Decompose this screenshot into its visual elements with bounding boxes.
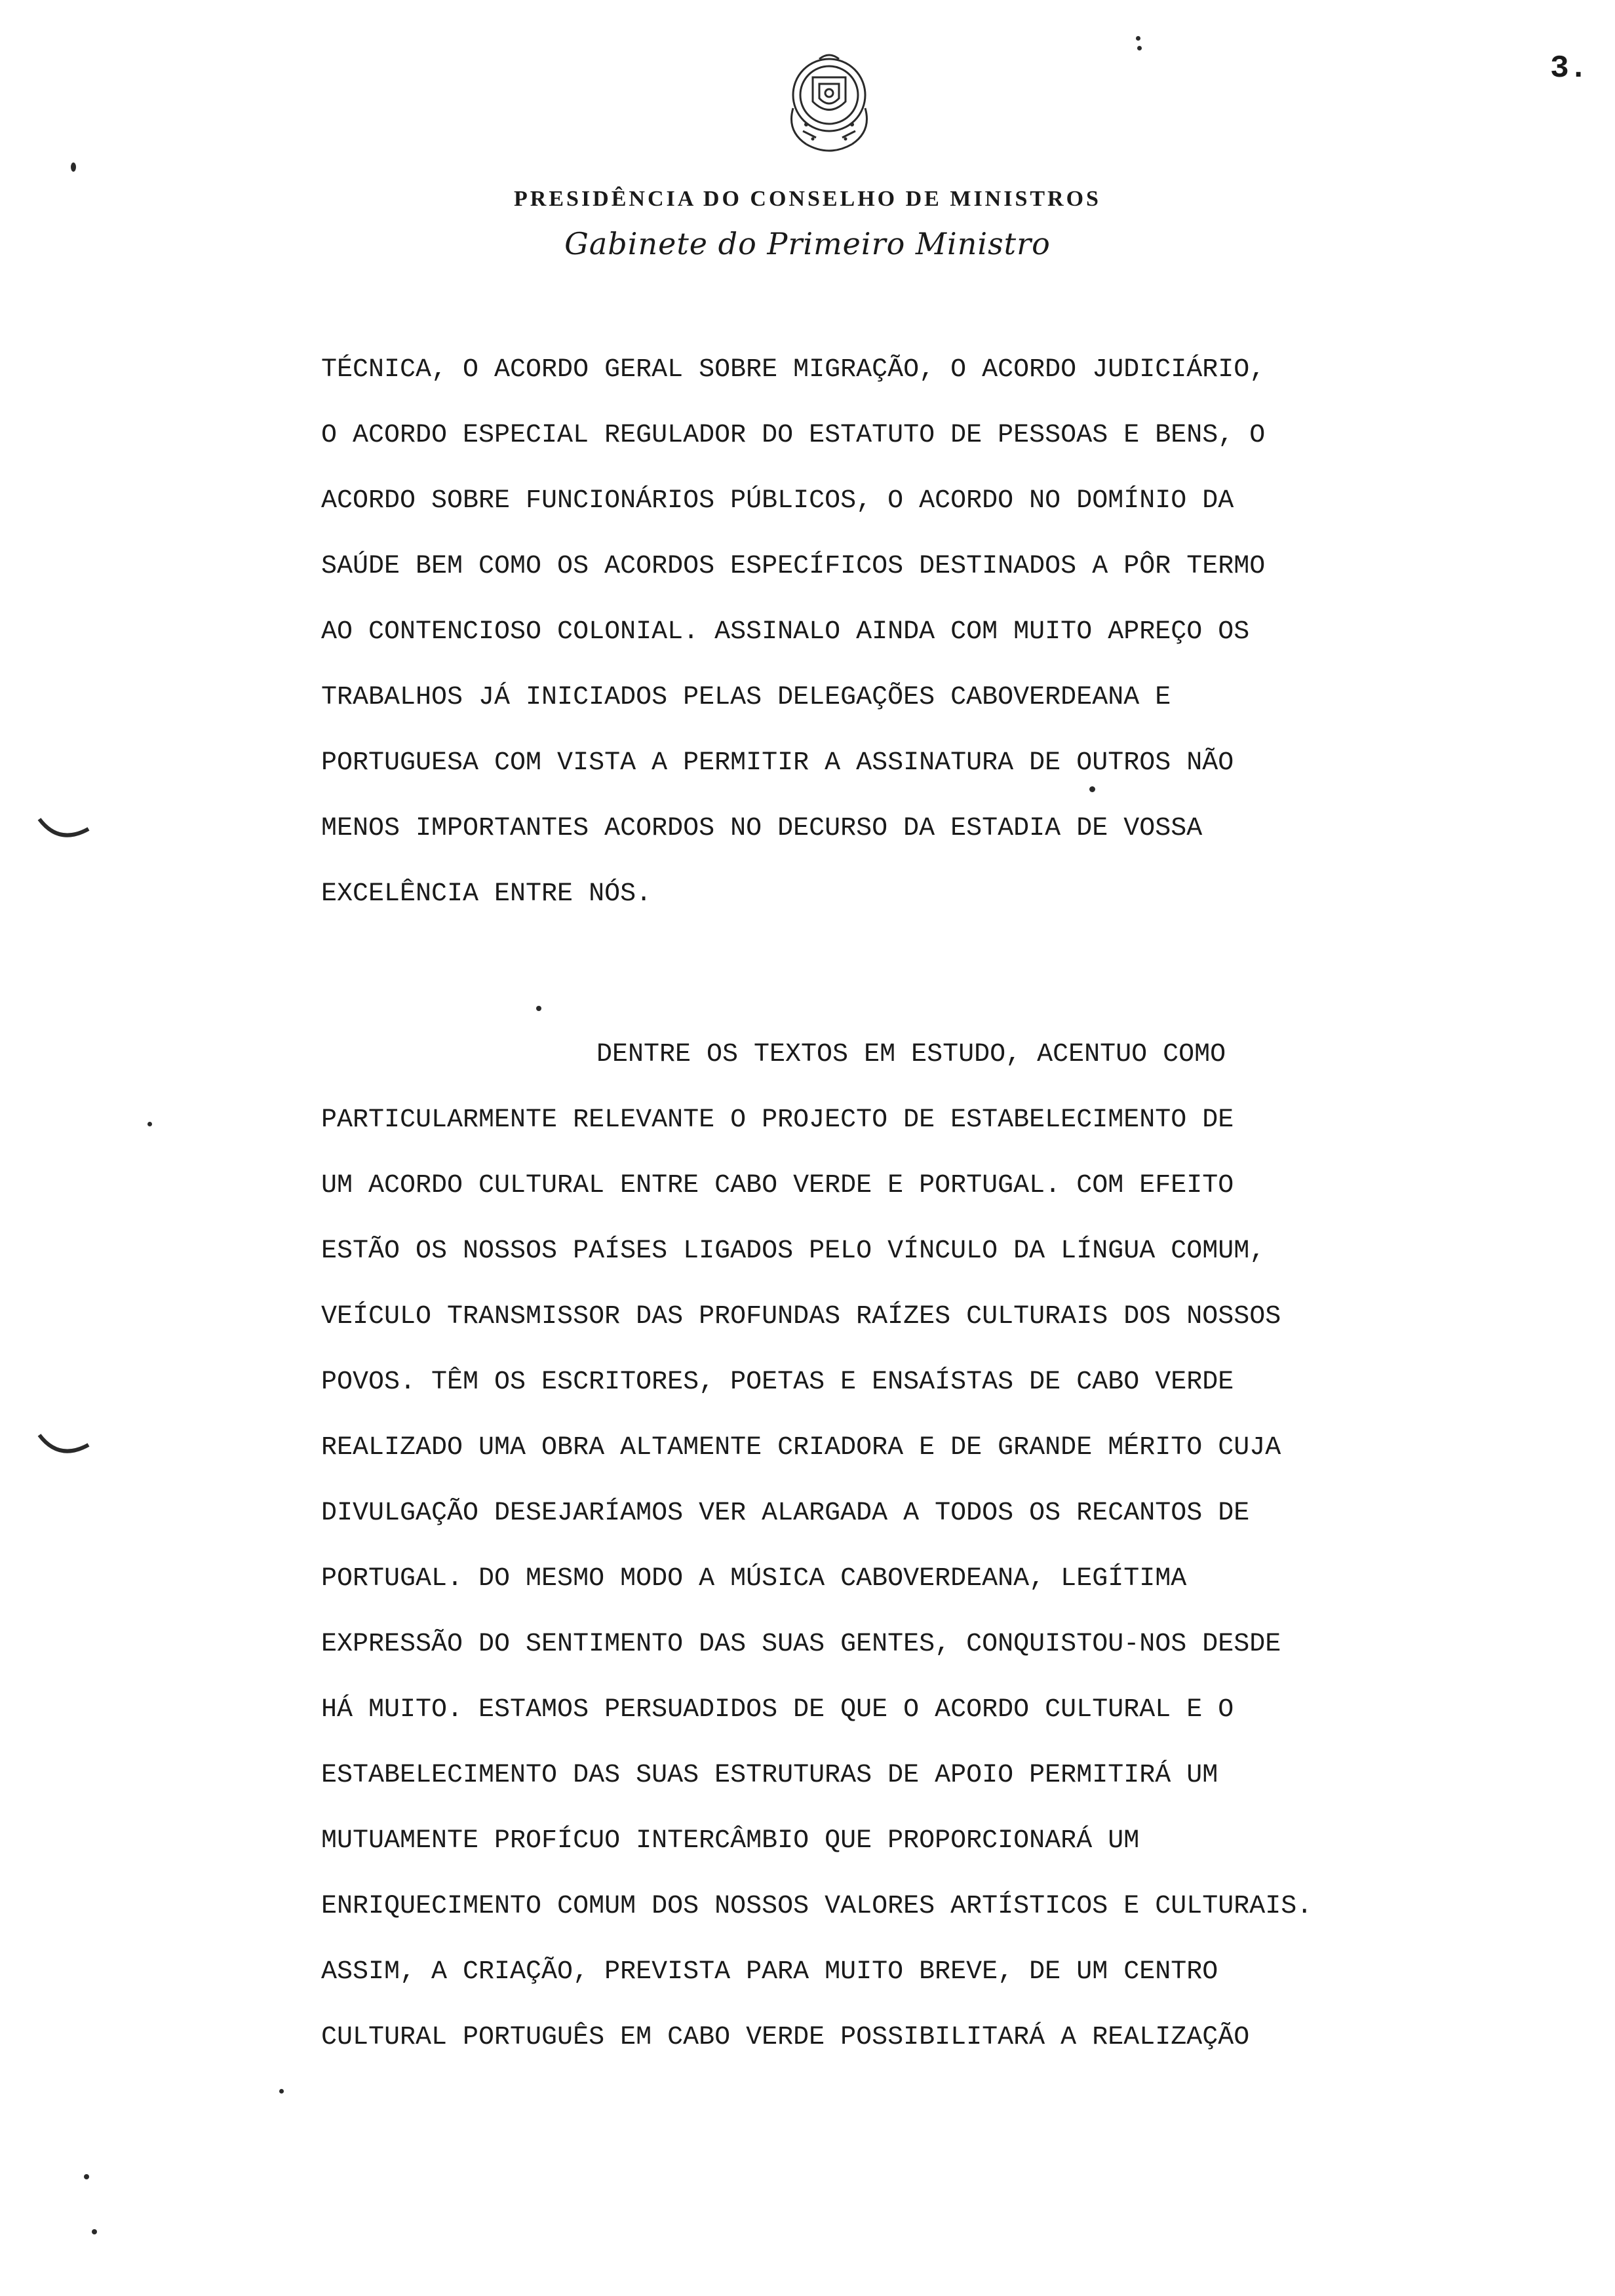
- scan-speck: [536, 1006, 541, 1011]
- text-line: SAÚDE BEM COMO OS ACORDOS ESPECÍFICOS DESTINADOS A PÔR TERMO: [321, 552, 1266, 581]
- text-line: EXCELÊNCIA ENTRE NÓS.: [321, 879, 652, 909]
- text-line: DIVULGAÇÃO DESEJARÍAMOS VER ALARGADA A TODOS OS RECANTOS DE: [321, 1499, 1250, 1528]
- organization-name: PRESIDÊNCIA DO CONSELHO DE MINISTROS: [514, 187, 1101, 211]
- punch-hole-mark: [33, 813, 98, 852]
- scan-speck: [92, 2229, 97, 2234]
- office-name: Gabinete do Primeiro Ministro: [564, 226, 1051, 261]
- text-line: MUTUAMENTE PROFÍCUO INTERCÂMBIO QUE PROPORCIONARÁ UM: [321, 1826, 1140, 1856]
- paragraph-1: [321, 337, 1560, 927]
- text-line: PORTUGUESA COM VISTA A PERMITIR A ASSINATURA DE OUTROS NÃO: [321, 748, 1234, 778]
- scan-speck: [1089, 786, 1095, 792]
- text-line: TÉCNICA, O ACORDO GERAL SOBRE MIGRAÇÃO, O ACORDO JUDICIÁRIO,: [321, 355, 1266, 385]
- scan-speck: [1136, 36, 1140, 41]
- text-line: REALIZADO UMA OBRA ALTAMENTE CRIADORA E DE GRANDE MÉRITO CUJA: [321, 1433, 1281, 1463]
- text-line: ACORDO SOBRE FUNCIONÁRIOS PÚBLICOS, O ACORDO NO DOMÍNIO DA: [321, 486, 1234, 516]
- text-line: DENTRE OS TEXTOS EM ESTUDO, ACENTUO COMO: [596, 1040, 1226, 1069]
- text-line: TRABALHOS JÁ INICIADOS PELAS DELEGAÇÕES CABOVERDEANA E: [321, 683, 1171, 712]
- text-line: ASSIM, A CRIAÇÃO, PREVISTA PARA MUITO BREVE, DE UM CENTRO: [321, 1957, 1218, 1987]
- text-line: POVOS. TÊM OS ESCRITORES, POETAS E ENSAÍSTAS DE CABO VERDE: [321, 1368, 1234, 1397]
- text-line: MENOS IMPORTANTES ACORDOS NO DECURSO DA ESTADIA DE VOSSA: [321, 814, 1203, 843]
- coat-of-arms-icon: [767, 46, 891, 164]
- scan-speck: [71, 163, 76, 172]
- page-number: 3.: [1550, 51, 1588, 86]
- text-line: PARTICULARMENTE RELEVANTE O PROJECTO DE ESTABELECIMENTO DE: [321, 1105, 1234, 1135]
- text-line: UM ACORDO CULTURAL ENTRE CABO VERDE E PORTUGAL. COM EFEITO: [321, 1171, 1234, 1200]
- text-line: CULTURAL PORTUGUÊS EM CABO VERDE POSSIBILITARÁ A REALIZAÇÃO: [321, 2023, 1250, 2052]
- paragraph-2: [321, 1022, 1560, 2071]
- text-line: ESTABELECIMENTO DAS SUAS ESTRUTURAS DE APOIO PERMITIRÁ UM: [321, 1761, 1218, 1790]
- scan-speck: [279, 2089, 284, 2094]
- text-line: VEÍCULO TRANSMISSOR DAS PROFUNDAS RAÍZES CULTURAIS DOS NOSSOS: [321, 1302, 1281, 1331]
- text-line: ESTÃO OS NOSSOS PAÍSES LIGADOS PELO VÍNCULO DA LÍNGUA COMUM,: [321, 1236, 1266, 1266]
- text-line: HÁ MUITO. ESTAMOS PERSUADIDOS DE QUE O ACORDO CULTURAL E O: [321, 1695, 1234, 1725]
- scan-speck: [147, 1122, 152, 1126]
- scan-speck: [84, 2174, 89, 2179]
- text-line: O ACORDO ESPECIAL REGULADOR DO ESTATUTO DE PESSOAS E BENS, O: [321, 421, 1266, 450]
- text-line: AO CONTENCIOSO COLONIAL. ASSINALO AINDA COM MUITO APREÇO OS: [321, 617, 1250, 647]
- text-line: EXPRESSÃO DO SENTIMENTO DAS SUAS GENTES, CONQUISTOU-NOS DESDE: [321, 1630, 1281, 1659]
- text-line: PORTUGAL. DO MESMO MODO A MÚSICA CABOVERDEANA, LEGÍTIMA: [321, 1564, 1187, 1594]
- text-line: ENRIQUECIMENTO COMUM DOS NOSSOS VALORES ARTÍSTICOS E CULTURAIS.: [321, 1892, 1313, 1921]
- scan-speck: [1137, 46, 1142, 50]
- punch-hole-mark: [33, 1428, 98, 1468]
